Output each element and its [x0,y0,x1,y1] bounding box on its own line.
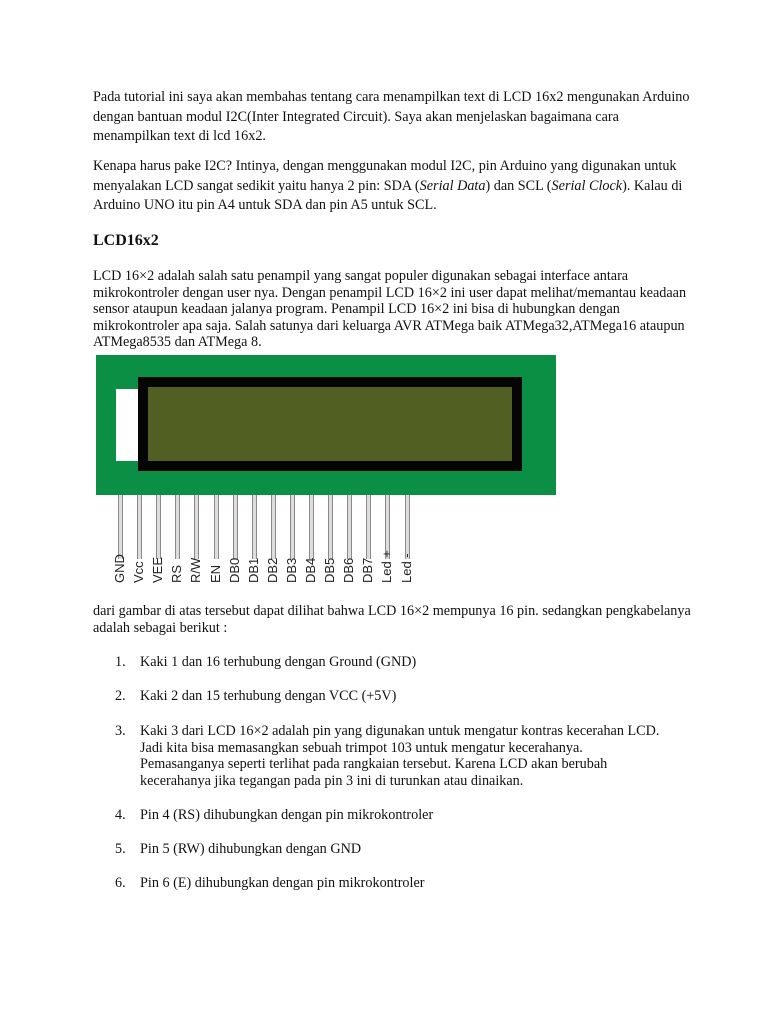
lcd-pin-11 [309,495,314,559]
lcd-pin-1 [118,495,123,559]
i2c-text-part1: Kenapa harus pake I2C? Intinya, dengan menggunakan modul I2C, pin Arduino yang digunakan untuk menyalakan LCD sangat sedikit yaitu hanya 2 pin: SDA ( [93,158,677,194]
lcd-pin-label-text: DB2 [264,557,280,583]
lcd-pin-14 [366,495,371,559]
lcd-pin-label-text: DB4 [303,557,318,583]
i2c-paragraph [93,157,693,216]
lcd-pin-4 [175,495,180,559]
lcd-board [96,355,556,495]
list-item-number: 1. [115,654,126,670]
lcd-pin-label-text: Led + [379,550,395,583]
lcd-pin-label-text: RS [169,564,185,583]
lcd-pin-3 [156,495,161,559]
lcd-backlight-tab [116,389,138,461]
lcd-pin-label-text: Vcc [131,561,147,583]
serial-data-term: Serial Data [419,177,486,194]
lcd-pin-16 [405,495,410,559]
lcd-pin-label-text: Led - [398,553,414,583]
lcd-pin-7 [233,495,238,559]
lcd-pin-label [303,553,317,583]
lcd-pin-label-text: R/W [188,557,204,583]
lcd-16x2-diagram [94,355,557,595]
lcd-pin-label [169,553,183,583]
lcd-bezel [138,377,522,471]
lcd-pin-label [150,553,164,583]
lcd-pin-label-text: DB5 [322,557,338,583]
lcd-pin-8 [252,495,257,559]
lcd-pin-label [360,553,374,583]
after-image-paragraph: dari gambar di atas tersebut dapat dilihat bahwa LCD 16×2 mempunya 16 pin. sedangkan pengkabelanya adalah sebagai berikut : [93,603,691,636]
lcd-pin-label-text: VEE [150,556,166,583]
lcd-pin-label-text: DB7 [360,557,376,583]
list-item-text: Kaki 2 dan 15 terhubung dengan VCC (+5V) [140,688,397,704]
list-item-text: Pin 6 (E) dihubungkan dengan pin mikrokontroler [140,875,425,891]
lcd-pin-label-text: GND [112,554,127,583]
lcd-pin-label [322,553,336,583]
lcd-pin-5 [194,495,199,559]
lcd-pin-label [246,553,260,583]
serial-clock-term: Serial Clock [551,177,623,194]
lcd-pin-label [265,553,279,583]
list-item-text: Pin 5 (RW) dihubungkan dengan GND [140,841,362,857]
lcd-pin-9 [271,495,276,559]
lcd-pin-label [112,553,126,583]
lcd-pin-label [284,553,298,583]
lcd-pin-label [379,550,395,583]
intro-paragraph: Pada tutorial ini saya akan membahas tentang cara menampilkan text di LCD 16x2 mengunakan Arduino dengan bantuan modul I2C(Inter Integrated Circuit). Saya akan menjelaskan bagaimana cara menampilkan text di lcd 16x2. [93,89,690,144]
lcd-pin-label [227,553,241,583]
lcd-pin-12 [328,495,333,559]
lcd-pin-label-text: DB3 [283,557,299,583]
list-item-number: 5. [115,841,126,857]
lcd-pin-13 [347,495,352,559]
lcd-screen [148,387,512,461]
lcd-pin-label [188,553,202,583]
lcd-pin-label [341,553,355,583]
lcd-pin-label [131,553,145,583]
lcd-pin-label-text: DB0 [226,557,242,583]
i2c-text-part3: ). Kalau di Arduino UNO itu pin A4 untuk SDA dan pin A5 untuk SCL. [93,177,683,213]
lcd-pin-label-text: DB1 [245,557,261,583]
list-item-text: Pin 4 (RS) dihubungkan dengan pin mikrokontroler [140,807,434,823]
list-item-text: Kaki 1 dan 16 terhubung dengan Ground (GND) [140,654,417,670]
i2c-text-part2: ) dan SCL ( [485,177,552,194]
section-heading: LCD16x2 [93,232,159,249]
lcd-pin-10 [290,495,295,559]
lcd-pin-6 [214,495,219,559]
list-item-number: 6. [115,875,126,891]
list-item-text: Kaki 3 dari LCD 16×2 adalah pin yang digunakan untuk mengatur kontras kecerahan LCD. Jadi kita bisa memasangkan sebuah trimpot 103 untuk mengatur kecerahanya. Pemasanganya seperti terlihat pada rangkaian tersebut. Karena LCD akan berubah kecerahanya jika tegangan pada pin 3 ini di turunkan atau dinaikan. [140,723,660,789]
lcd-pin-label-text: DB6 [341,557,357,583]
lcd-pin-label-text: EN [207,564,223,583]
lcd-pin-2 [137,495,142,559]
lcd-pin-label [399,553,413,583]
list-item-number: 4. [115,807,126,823]
list-item-number: 3. [115,723,126,739]
lcd-pin-label [208,553,222,583]
list-item-number: 2. [115,688,126,704]
lcd-description-paragraph: LCD 16×2 adalah salah satu penampil yang sangat populer digunakan sebagai interface antara mikrokontroler dengan user nya. Dengan penampil LCD 16×2 ini user dapat melihat/memantau keadaan sensor ataupun keadaan jalanya program. Penampil LCD 16×2 ini bisa di hubungkan dengan mikrokontroler apa saja. Salah satunya dari keluarga AVR ATMega baik ATMega32,ATMega16 ataupun ATMega8535 dan ATMega 8. [93,268,687,350]
